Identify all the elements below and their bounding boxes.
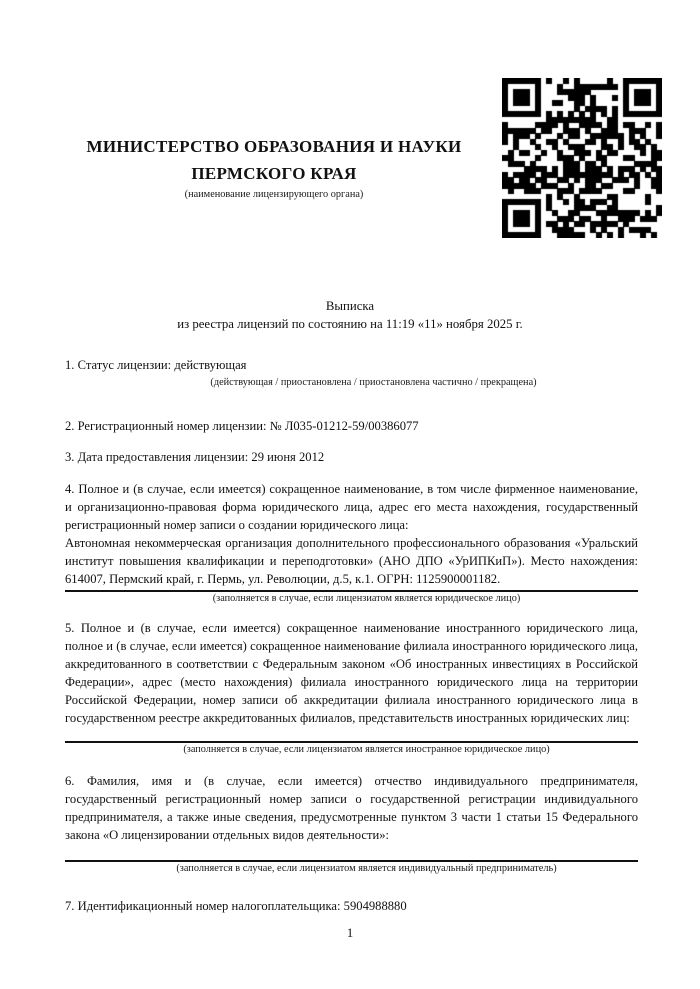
foreign-entity-question: 5. Полное и (в случае, если имеется) сокращенное наименование иностранного юридического лица, полное и (в случае, если имеется) сокращенное наименование филиала иностранного юридического лица, аккредитованного в соответствии с Федеральным законом «Об иностранных инвестициях в Российской Федерации», адрес (место нахождения) филиала иностранного юридического лица на территории Российской Федерации, номер записи об аккредитации филиала иностранного юридического лица в государственном реестре аккредитованных филиалов, представительств иностранных юридических лиц: — [65, 621, 638, 725]
item-individual-entrepreneur — [65, 772, 638, 876]
item-foreign-entity — [65, 619, 638, 757]
qr-code-icon — [502, 78, 662, 238]
ministry-header — [58, 133, 490, 202]
blank-field — [65, 844, 638, 858]
ministry-name-line1: МИНИСТЕРСТВО ОБРАЗОВАНИЯ И НАУКИ — [86, 137, 462, 156]
entrepreneur-caption: (заполняется в случае, если лицензиатом является индивидуальный предприниматель) — [176, 863, 557, 874]
document-title — [0, 297, 700, 333]
ministry-name-line2: ПЕРМСКОГО КРАЯ — [191, 164, 357, 183]
blank-field — [65, 727, 638, 739]
document-body — [65, 356, 638, 915]
foreign-entity-caption: (заполняется в случае, если лицензиатом является иностранное юридическое лицо) — [183, 744, 550, 755]
item-legal-entity — [65, 480, 638, 606]
license-status-text: 1. Статус лицензии: действующая — [65, 358, 247, 372]
ministry-header-caption: (наименование лицензирующего органа) — [184, 189, 364, 200]
license-status-caption: (действующая / приостановлена / приостановлена частично / прекращена) — [210, 377, 537, 388]
entrepreneur-question: 6. Фамилия, имя и (в случае, если имеется) отчество индивидуального предпринимателя, государственный регистрационный номер записи о государственной регистрации индивидуального предпринимателя, а также иные сведения, предусмотренные пунктом 3 части 1 статьи 15 Федерального закона «О лицензировании отдельных видов деятельности»: — [65, 774, 638, 842]
item-license-date: 3. Дата предоставления лицензии: 29 июня 2012 — [65, 450, 325, 464]
title-line2: из реестра лицензий по состоянию на 11:19 «11» ноября 2025 г. — [177, 317, 523, 331]
title-line1: Выписка — [325, 299, 375, 313]
item-registration-number: 2. Регистрационный номер лицензии: № Л035-01212-59/00386077 — [65, 419, 419, 433]
page-number: 1 — [346, 926, 354, 940]
item-taxpayer-number: 7. Идентификационный номер налогоплательщика: 5904988880 — [65, 899, 407, 913]
legal-entity-question: 4. Полное и (в случае, если имеется) сокращенное наименование, в том числе фирменное наименование, и организационно-правовая форма юридического лица, адрес его места нахождения, государственный регистрационный номер записи о создании юридического лица: — [65, 482, 638, 532]
legal-entity-value: Автономная некоммерческая организация дополнительного профессионального образования «Уральский институт повышения квалификации и переподготовки» (АНО ДПО «УрИПКиП»). Место нахождения: 614007, Пермский край, г. Пермь, ул. Революции, д.5, к.1. ОГРН: 1125900001182. — [65, 536, 638, 586]
item-license-status — [65, 356, 638, 390]
legal-entity-caption: (заполняется в случае, если лицензиатом является юридическое лицо) — [212, 593, 521, 604]
